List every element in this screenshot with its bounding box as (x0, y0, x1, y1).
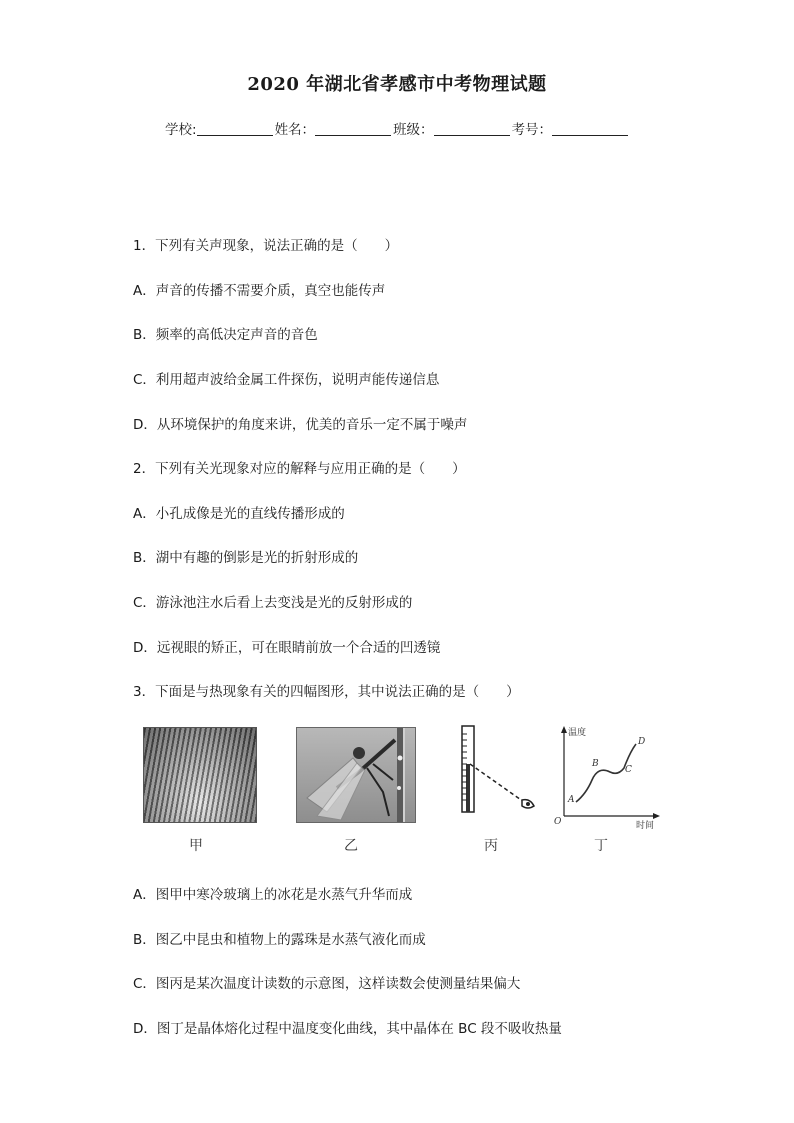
frost-photo-figure (143, 727, 257, 823)
figure-caption-yi: 乙 (344, 838, 358, 854)
question-3-option-b: B．图乙中昆虫和植物上的露珠是水蒸气液化而成 (133, 932, 426, 948)
question-3-option-a: A．图甲中寒冷玻璃上的冰花是水蒸气升华而成 (133, 887, 413, 903)
question-2-option-c: C．游泳池注水后看上去变浅是光的反射形成的 (133, 595, 413, 611)
figure-caption-jia: 甲 (189, 838, 203, 854)
figure-caption-bing: 丙 (484, 838, 498, 854)
page-title: 2020 年湖北省孝感市中考物理试题 (247, 74, 547, 95)
number-label: 考号： (511, 122, 553, 138)
question-3-option-d: D．图丁是晶体熔化过程中温度变化曲线，其中晶体在 BC 段不吸收热量 (133, 1021, 562, 1037)
insect-dew-photo-figure (296, 727, 416, 823)
graph-point-b: B (592, 759, 599, 769)
question-2-stem: 2．下列有关光现象对应的解释与应用正确的是（ ） (133, 461, 466, 477)
thermometer-illustration (452, 724, 542, 824)
question-1-option-c: C．利用超声波给金属工件探伤，说明声能传递信息 (133, 372, 440, 388)
school-blank (197, 121, 273, 136)
student-info-line (165, 118, 630, 138)
graph-point-a: A (568, 795, 575, 805)
graph-origin: O (554, 817, 562, 827)
question-1-option-a: A．声音的传播不需要介质，真空也能传声 (133, 283, 386, 299)
insect-illustration (297, 728, 415, 822)
question-1-option-d: D．从环境保护的角度来讲，优美的音乐一定不属于噪声 (133, 417, 468, 433)
melting-curve-figure (552, 724, 664, 831)
question-1-option-b: B．频率的高低决定声音的音色 (133, 327, 318, 343)
question-2-option-d: D．远视眼的矫正，可在眼睛前放一个合适的凹透镜 (133, 640, 441, 656)
question-2-option-b: B．湖中有趣的倒影是光的折射形成的 (133, 550, 359, 566)
class-label: 班级： (393, 122, 434, 138)
name-blank (315, 121, 391, 136)
melting-curve-graph (552, 724, 664, 831)
question-3-stem: 3．下面是与热现象有关的四幅图形，其中说法正确的是（ ） (133, 684, 520, 700)
class-blank (434, 121, 510, 136)
graph-point-d: D (638, 737, 646, 747)
school-label: 学校: (165, 122, 197, 138)
question-1-stem: 1．下列有关声现象，说法正确的是（ ） (133, 238, 399, 254)
graph-xlabel: 时间 (636, 821, 655, 831)
figure-caption-ding: 丁 (594, 838, 608, 854)
graph-ylabel: 温度 (568, 728, 587, 738)
number-blank (552, 121, 628, 136)
thermometer-reading-figure (452, 724, 542, 824)
graph-point-c: C (625, 765, 632, 775)
question-2-option-a: A．小孔成像是光的直线传播形成的 (133, 506, 345, 522)
question-3-option-c: C．图丙是某次温度计读数的示意图，这样读数会使测量结果偏大 (133, 976, 521, 992)
name-label: 姓名： (274, 122, 316, 138)
